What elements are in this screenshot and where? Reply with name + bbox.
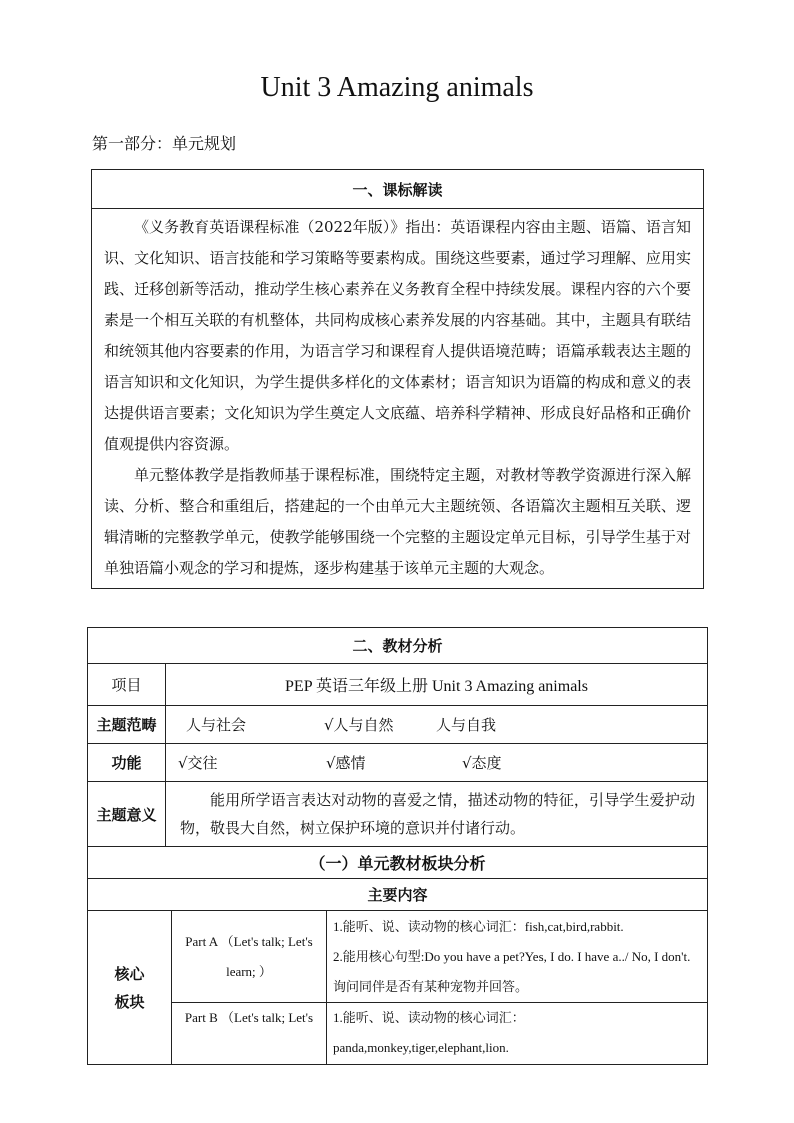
document-title: Unit 3 Amazing animals xyxy=(260,72,534,103)
function-option-communication: √交往 xyxy=(178,754,218,772)
part-a-content xyxy=(327,911,708,1003)
textbook-analysis-table xyxy=(87,627,708,1065)
curriculum-body xyxy=(92,209,704,589)
function-label: 功能 xyxy=(88,744,166,782)
project-value: PEP 英语三年级上册 Unit 3 Amazing animals xyxy=(166,664,708,706)
part-b-line-2: panda,monkey,tiger,elephant,lion. xyxy=(333,1040,509,1055)
meaning-label: 主题意义 xyxy=(88,782,166,847)
analysis-heading: 二、教材分析 xyxy=(88,628,708,664)
function-option-emotion: √感情 xyxy=(326,754,366,772)
part-a-line-1: 1.能听、说、读动物的核心词汇：fish,cat,bird,rabbit. xyxy=(333,918,624,934)
curriculum-heading: 一、课标解读 xyxy=(92,170,704,209)
part-heading: 第一部分：单元规划 xyxy=(92,134,237,153)
scope-option-nature: √人与自然 xyxy=(324,716,394,734)
main-content-heading: 主要内容 xyxy=(88,879,708,911)
project-label: 项目 xyxy=(88,664,166,706)
part-a-label: Part A （Let's talk; Let's learn; ） xyxy=(172,911,327,1003)
part-b-content xyxy=(327,1003,708,1065)
part-a-line-2: 2.能用核心句型:Do you have a pet?Yes, I do. I have a../ No, I don't.询问同伴是否有某种宠物并回答。 xyxy=(333,948,691,994)
subsection-heading: （一）单元教材板块分析 xyxy=(88,847,708,879)
meaning-text: 能用所学语言表达对动物的喜爱之情，描述动物的特征，引导学生爱护动物，敬畏大自然，树立保护环境的意识并付诸行动。 xyxy=(166,782,708,847)
scope-label: 主题范畴 xyxy=(88,706,166,744)
function-options xyxy=(166,744,708,782)
scope-option-society: 人与社会 xyxy=(186,716,247,734)
curriculum-paragraph-1: 《义务教育英语课程标准（2022年版）》指出：英语课程内容由主题、语篇、语言知识、文化知识、语言技能和学习策略等要素构成。围绕这些要素，通过学习理解、应用实践、迁移创新等活动，推动学生核心素养在义务教育全程中持续发展。课程内容的六个要素是一个相互关联的有机整体，共同构成核心素养发展的内容基础。其中，主题具有联结和统领其他内容要素的作用，为语言学习和课程育人提供语境范畴；语篇承载表达主题的语言知识和文化知识，为学生提供多样化的文体素材；语言知识为语篇的构成和意义的表达提供语言要素；文化知识为学生奠定人文底蕴、培养科学精神、形成良好品格和正确价值观提供内容资源。 xyxy=(104,218,691,453)
curriculum-paragraph-2: 单元整体教学是指教师基于课程标准，围绕特定主题，对教材等教学资源进行深入解读、分析、整合和重组后，搭建起的一个由单元大主题统领、各语篇次主题相互关联、逻辑清晰的完整教学单元，使教学能够围绕一个完整的主题设定单元目标，引导学生基于对单独语篇小观念的学习和提炼，逐步构建基于该单元主题的大观念。 xyxy=(104,466,691,577)
scope-option-self: 人与自我 xyxy=(436,716,497,734)
part-b-label: Part B （Let's talk; Let's xyxy=(172,1003,327,1065)
core-module-label: 核心板块 xyxy=(88,911,172,1065)
function-option-attitude: √态度 xyxy=(462,754,502,772)
curriculum-table xyxy=(91,169,704,589)
scope-options xyxy=(166,706,708,744)
part-b-line-1: 1.能听、说、读动物的核心词汇： xyxy=(333,1010,525,1025)
